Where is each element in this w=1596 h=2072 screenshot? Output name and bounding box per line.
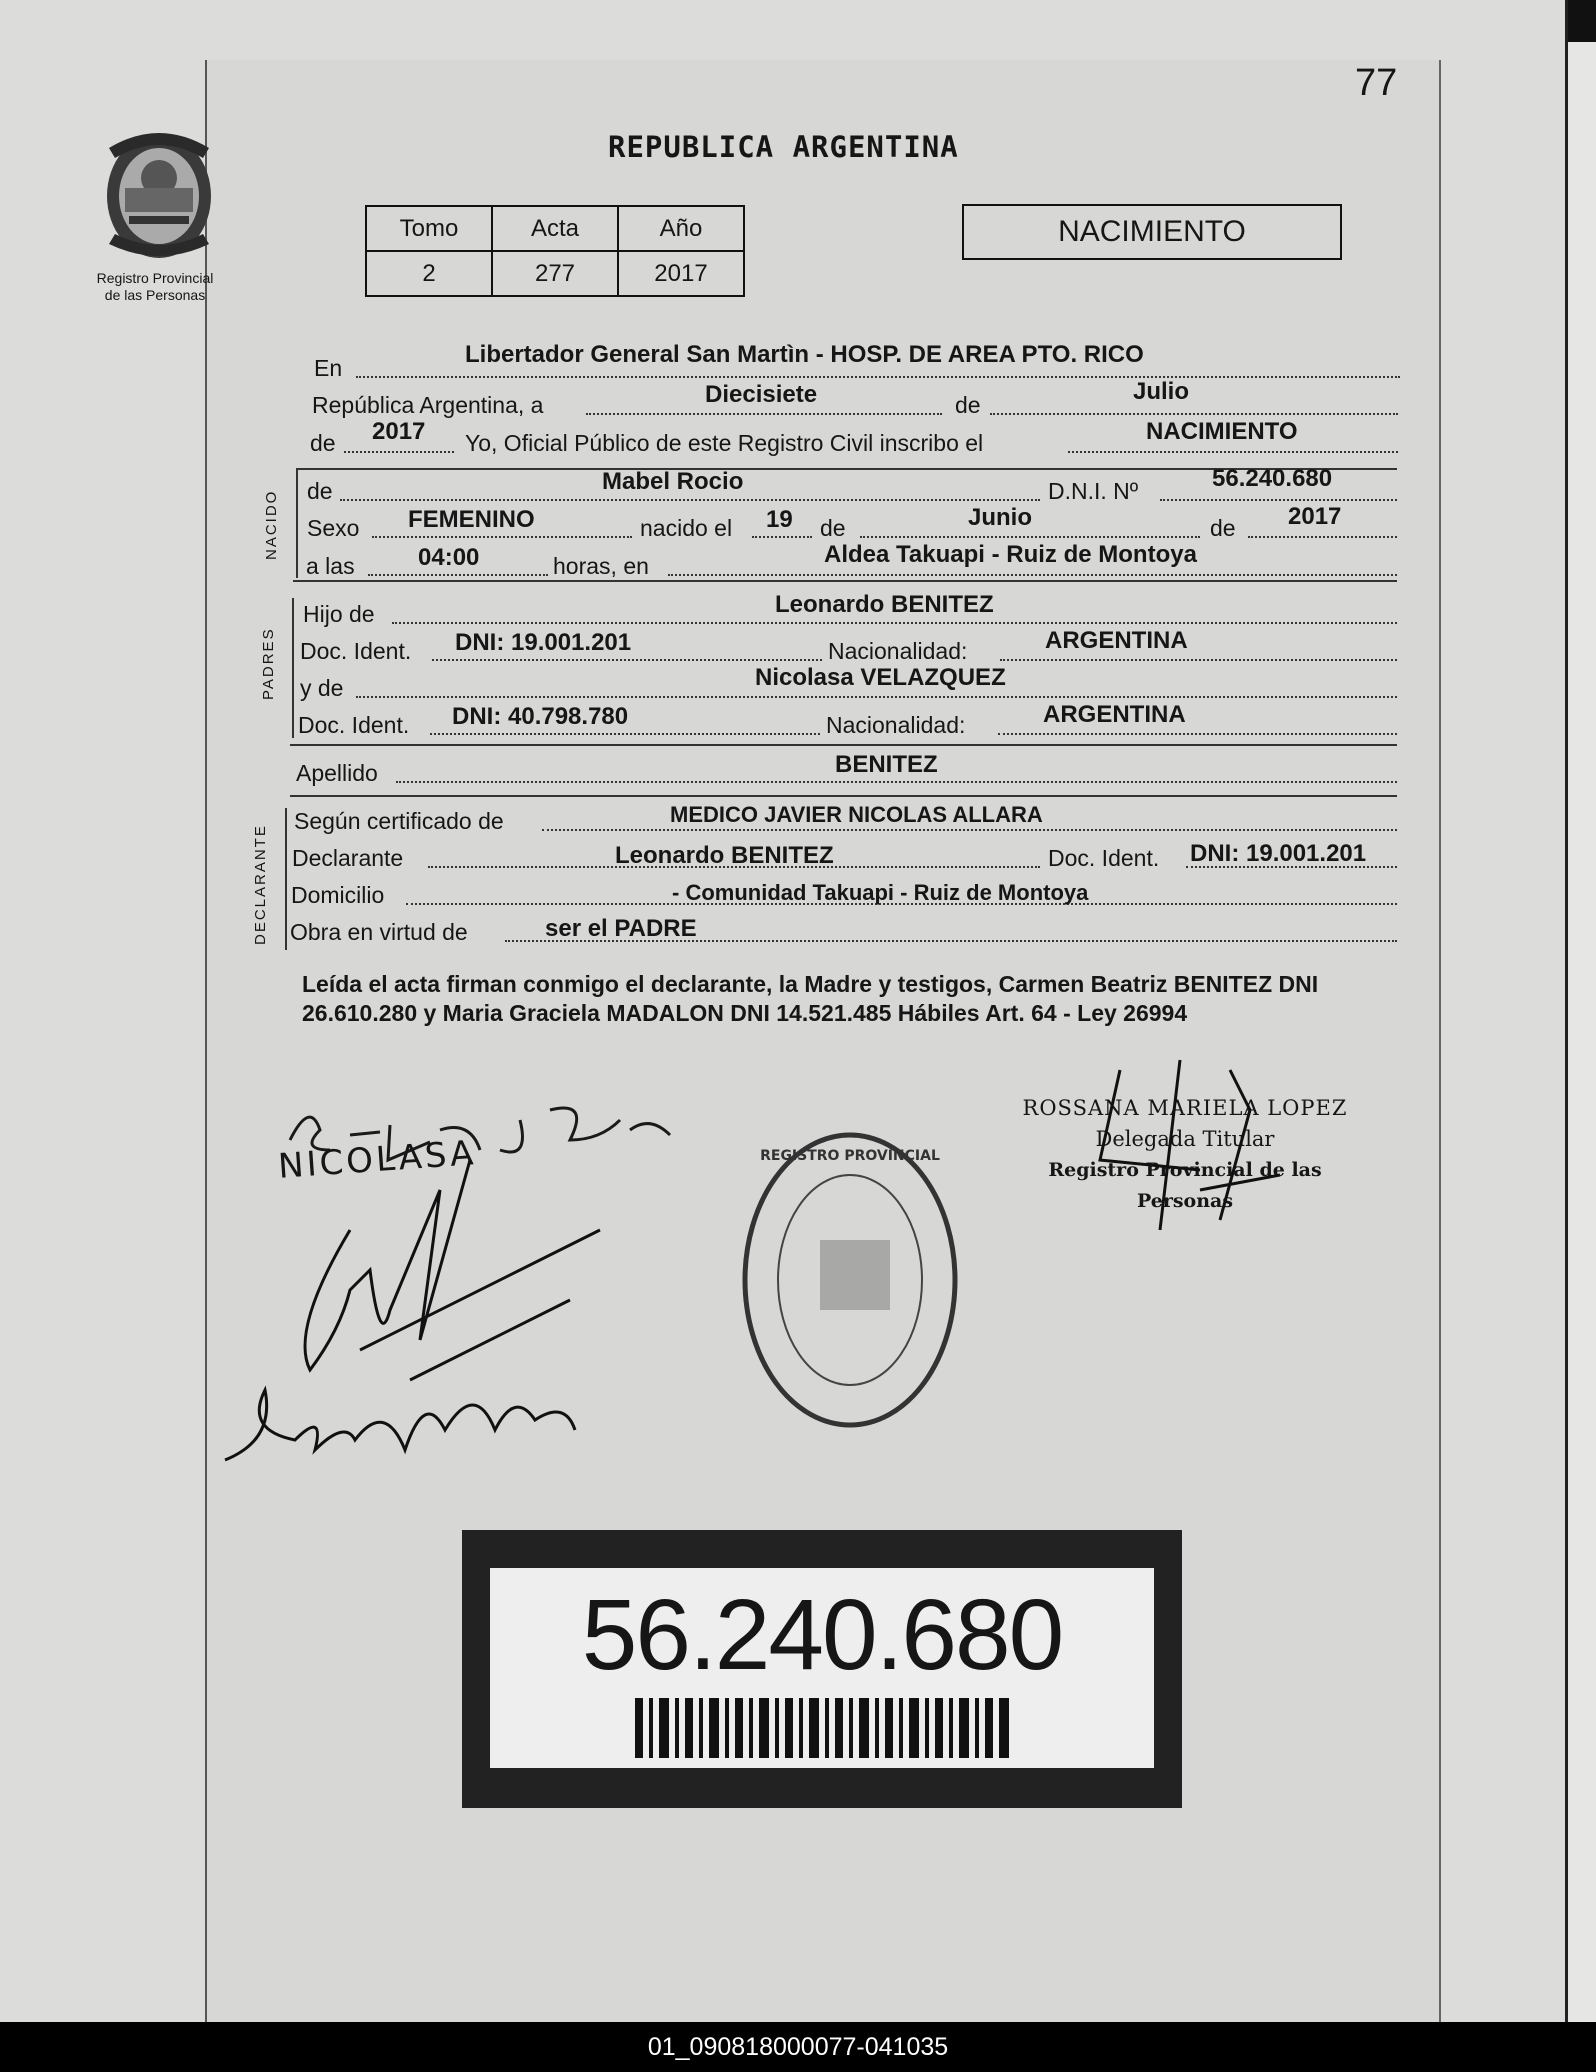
page-edge-shadow: [1568, 0, 1596, 42]
dotted-line: [668, 574, 1397, 576]
dotted-line: [368, 574, 548, 576]
padres-section-label: PADRES: [260, 627, 277, 700]
province-seal-icon: [95, 118, 223, 268]
witness2-signature-icon: [215, 1360, 595, 1480]
scan-footer-id: 01_090818000077-041035: [0, 2022, 1596, 2072]
dotted-line: [430, 733, 820, 735]
apellido-label: Apellido: [296, 760, 378, 786]
registry-line-1: Registro Provincial: [96, 270, 214, 286]
birth-day-value: 19: [766, 506, 793, 533]
father-doc-value: DNI: 19.001.201: [455, 629, 632, 656]
apellido-value: BENITEZ: [835, 751, 938, 778]
nacido-de-label: de: [307, 478, 333, 504]
dotted-line: [1186, 866, 1397, 868]
horas-label: horas, en: [553, 553, 649, 579]
yde-label: y de: [300, 675, 344, 701]
official-office: Registro Provincial de las Personas: [1048, 1159, 1322, 1212]
nacionalidad-label: Nacionalidad:: [828, 638, 968, 664]
ano-header: Año: [618, 206, 744, 251]
child-dni-value: 56.240.680: [1212, 465, 1333, 492]
dotted-line: [372, 536, 632, 538]
official-role: Delegada Titular: [1095, 1127, 1275, 1151]
section-bar: [292, 598, 294, 738]
mother-doc-value: DNI: 40.798.780: [452, 703, 629, 730]
dotted-line: [1160, 499, 1397, 501]
dni-label: D.N.I. Nº: [1048, 478, 1139, 504]
declarant-doc-value: DNI: 19.001.201: [1190, 840, 1367, 867]
acta-value: 277: [492, 251, 618, 296]
alas-label: a las: [306, 553, 355, 579]
domicilio-label: Domicilio: [291, 882, 385, 908]
time-value: 04:00: [418, 544, 480, 571]
page-edge: [1565, 0, 1596, 2022]
father-name-value: Leonardo BENITEZ: [775, 591, 994, 618]
doc-label: Doc. Ident.: [298, 712, 410, 738]
barcode-inner: [490, 1568, 1154, 1768]
doc-label: Doc. Ident.: [1048, 845, 1160, 871]
mother-name-value: Nicolasa VELAZQUEZ: [755, 664, 1006, 691]
dotted-line: [340, 499, 1040, 501]
birth-place-value: Aldea Takuapi - Ruiz de Montoya: [824, 541, 1197, 568]
de-label: de: [1210, 515, 1236, 541]
obra-value: ser el PADRE: [545, 915, 697, 942]
dotted-line: [432, 659, 822, 661]
declarant-name-value: Leonardo BENITEZ: [615, 842, 834, 869]
de2-label: de: [310, 430, 336, 456]
child-name-value: Mabel Rocio: [602, 468, 744, 495]
tomo-value: 2: [366, 251, 492, 296]
certificate-value: MEDICO JAVIER NICOLAS ALLARA: [670, 802, 1043, 827]
registry-stamp-icon: [730, 1120, 970, 1440]
record-type-box: NACIMIENTO: [962, 204, 1342, 260]
mother-nationality-value: ARGENTINA: [1043, 701, 1186, 728]
cert-label: Según certificado de: [294, 808, 504, 834]
father-nationality-value: ARGENTINA: [1045, 627, 1188, 654]
dotted-line: [990, 413, 1398, 415]
section-bar: [296, 468, 298, 578]
declarante-label: Declarante: [292, 845, 404, 871]
barcode-icon: [635, 1698, 1010, 1758]
tomo-header: Tomo: [366, 206, 492, 251]
doc-label: Doc. Ident.: [300, 638, 412, 664]
closing-note: Leída el acta firman conmigo el declarante, la Madre y testigos, Carmen Beatriz BENITEZ DNI 26.610.280 y Maria Graciela MADALON DNI 14.521.485 Hábiles Art. 64 - Ley 26994: [302, 971, 1319, 1026]
registry-line-2: de las Personas: [104, 287, 206, 303]
acta-header: Acta: [492, 206, 618, 251]
dotted-line: [344, 451, 454, 453]
record-reference-table: [365, 205, 745, 297]
section-rule: [293, 580, 1397, 582]
barcode-label: [462, 1530, 1182, 1808]
month-value: Julio: [1133, 378, 1190, 405]
acto-value: NACIMIENTO: [1146, 418, 1298, 445]
de-label: de: [820, 515, 846, 541]
section-rule: [290, 744, 1397, 746]
official-signature-icon: [1080, 1050, 1340, 1240]
en-label: En: [314, 355, 343, 381]
nacido-section-label: NACIDO: [263, 489, 280, 560]
day-value: Diecisiete: [705, 381, 818, 408]
dotted-line: [998, 733, 1397, 735]
page-number: 77: [1355, 62, 1398, 104]
document-title: REPUBLICA ARGENTINA: [608, 130, 959, 164]
dotted-line: [392, 622, 1397, 624]
dotted-line: [586, 413, 942, 415]
domicilio-value: - Comunidad Takuapi - Ruiz de Montoya: [672, 880, 1089, 905]
dotted-line: [396, 781, 1397, 783]
obra-label: Obra en virtud de: [290, 919, 468, 945]
declarante-section-label: DECLARANTE: [252, 824, 269, 945]
registry-caption: [70, 270, 240, 304]
ano-value: 2017: [618, 251, 744, 296]
sexo-label: Sexo: [307, 515, 360, 541]
dotted-line: [1248, 536, 1397, 538]
dotted-line: [1000, 659, 1397, 661]
oficial-text: Yo, Oficial Público de este Registro Civil inscribo el: [465, 430, 984, 456]
nacionalidad-label: Nacionalidad:: [826, 712, 966, 738]
birth-year-value: 2017: [1288, 503, 1342, 530]
mother-signature: NICOLASA: [276, 1133, 478, 1187]
barcode-number: 56.240.680: [581, 1579, 1063, 1691]
section-rule: [290, 795, 1397, 797]
section-bar: [285, 808, 287, 950]
place-value: Libertador General San Martìn - HOSP. DE AREA PTO. RICO: [465, 341, 1144, 368]
hijo-label: Hijo de: [303, 601, 375, 627]
svg-text:REGISTRO PROVINCIAL: REGISTRO PROVINCIAL: [760, 1148, 940, 1164]
dotted-line: [542, 829, 1397, 831]
official-name: ROSSANA MARIELA LOPEZ: [1022, 1096, 1348, 1120]
republica-label: República Argentina, a: [312, 392, 544, 418]
dotted-line: [860, 536, 1200, 538]
de-label: de: [955, 392, 981, 418]
sexo-value: FEMENINO: [408, 506, 535, 533]
dotted-line: [356, 696, 1397, 698]
dotted-line: [356, 376, 1400, 378]
birth-month-value: Junio: [968, 504, 1032, 531]
year-value: 2017: [372, 418, 426, 445]
nacido-el-label: nacido el: [640, 515, 733, 541]
dotted-line: [752, 536, 812, 538]
dotted-line: [1068, 451, 1398, 453]
